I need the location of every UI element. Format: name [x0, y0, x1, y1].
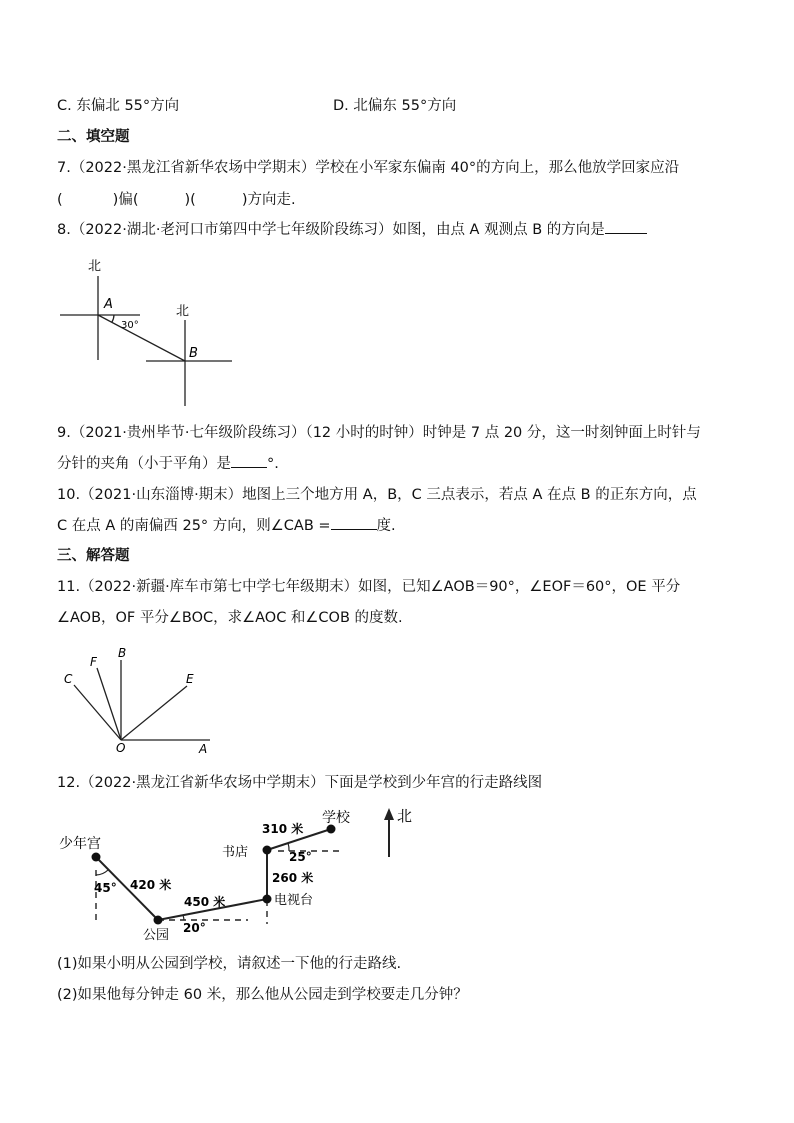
q9-degree: °.: [267, 456, 279, 472]
q7-paren-3: )(: [184, 192, 196, 208]
option-d: D. 北偏东 55°方向: [333, 98, 457, 114]
q11-label-b: B: [118, 646, 127, 660]
q12-distance-420: 420 米: [130, 878, 172, 892]
q11-line1: 11.（2022·新疆·库车市第七中学七年级期末）如图，已知∠AOB＝90°，∠EOF＝60°，OE 平分: [57, 579, 681, 595]
q12-point-tv-station: [263, 895, 272, 904]
q12-distance-450: 450 米: [184, 895, 226, 909]
q12-label-north: 北: [397, 807, 413, 825]
q11-line2: ∠AOB，OF 平分∠BOC，求∠AOC 和∠COB 的度数.: [57, 610, 403, 626]
option-c: C. 东偏北 55°方向: [57, 98, 180, 114]
q10-line1: 10.（2021·山东淄博·期末）地图上三个地方用 A，B，C 三点表示，若点 A 在点 B 的正东方向，点: [57, 487, 697, 503]
q12-angle-20: 20°: [183, 921, 206, 935]
q12-label-park: 公园: [143, 928, 170, 943]
q11-label-a: A: [199, 742, 208, 756]
q12-sub1: (1)如果小明从公园到学校，请叙述一下他的行走路线.: [57, 956, 402, 972]
q7-paren-2: )偏(: [112, 192, 139, 208]
q12-north-arrow-head: [384, 808, 394, 820]
q10-line2-text: C 在点 A 的南偏西 25° 方向，则∠CAB =: [57, 518, 331, 534]
q12-label-school: 学校: [322, 810, 350, 826]
q12-point-youth-palace: [92, 853, 101, 862]
q8-north-b: 北: [176, 304, 190, 319]
q10-degree-word: 度.: [376, 518, 396, 534]
q12-point-bookstore: [263, 846, 272, 855]
q11-label-c: C: [64, 672, 73, 686]
q11-label-f: F: [90, 655, 97, 669]
q12-arc-45: [96, 870, 108, 875]
q8-label-a: A: [104, 297, 113, 312]
q8-label-b: B: [189, 346, 198, 361]
q8-angle-label: 30°: [121, 320, 139, 331]
q12-label-bookstore: 书店: [222, 845, 249, 860]
q9-line1: 9.（2021·贵州毕节·七年级阶段练习）（12 小时的时钟）时钟是 7 点 20 分，这一时刻钟面上时针与: [57, 425, 701, 441]
q12-label-youth-palace: 少年宫: [59, 836, 101, 852]
q12-distance-310: 310 米: [262, 822, 304, 836]
q12-label-tv-station: 电视台: [274, 893, 314, 908]
q12-angle-25: 25°: [289, 850, 312, 864]
q12-point-park: [154, 916, 163, 925]
q12-sub2: (2)如果他每分钟走 60 米，那么他从公园走到学校要走几分钟？: [57, 987, 468, 1003]
q12-angle-45: 45°: [94, 881, 117, 895]
q9-line2-text: 分针的夹角（小于平角）是: [57, 456, 231, 472]
q8-question: 8.（2022·湖北·老河口市第四中学七年级阶段练习）如图，由点 A 观测点 B 的方向是: [57, 222, 605, 238]
section-heading-solve: 三、解答题: [57, 548, 130, 564]
q7-line1: 7.（2022·黑龙江省新华农场中学期末）学校在小军家东偏南 40°的方向上，那么他放学回家应沿: [57, 160, 680, 176]
q12-line1: 12.（2022·黑龙江省新华农场中学期末）下面是学校到少年宫的行走路线图: [57, 775, 543, 791]
q8-north-a: 北: [88, 259, 102, 274]
q11-label-e: E: [186, 672, 194, 686]
q12-distance-260: 260 米: [272, 871, 314, 885]
section-heading-fill: 二、填空题: [57, 129, 130, 145]
q11-label-o: O: [116, 741, 126, 755]
q7-paren-open: (: [57, 192, 63, 208]
q7-paren-4: )方向走.: [241, 192, 296, 208]
